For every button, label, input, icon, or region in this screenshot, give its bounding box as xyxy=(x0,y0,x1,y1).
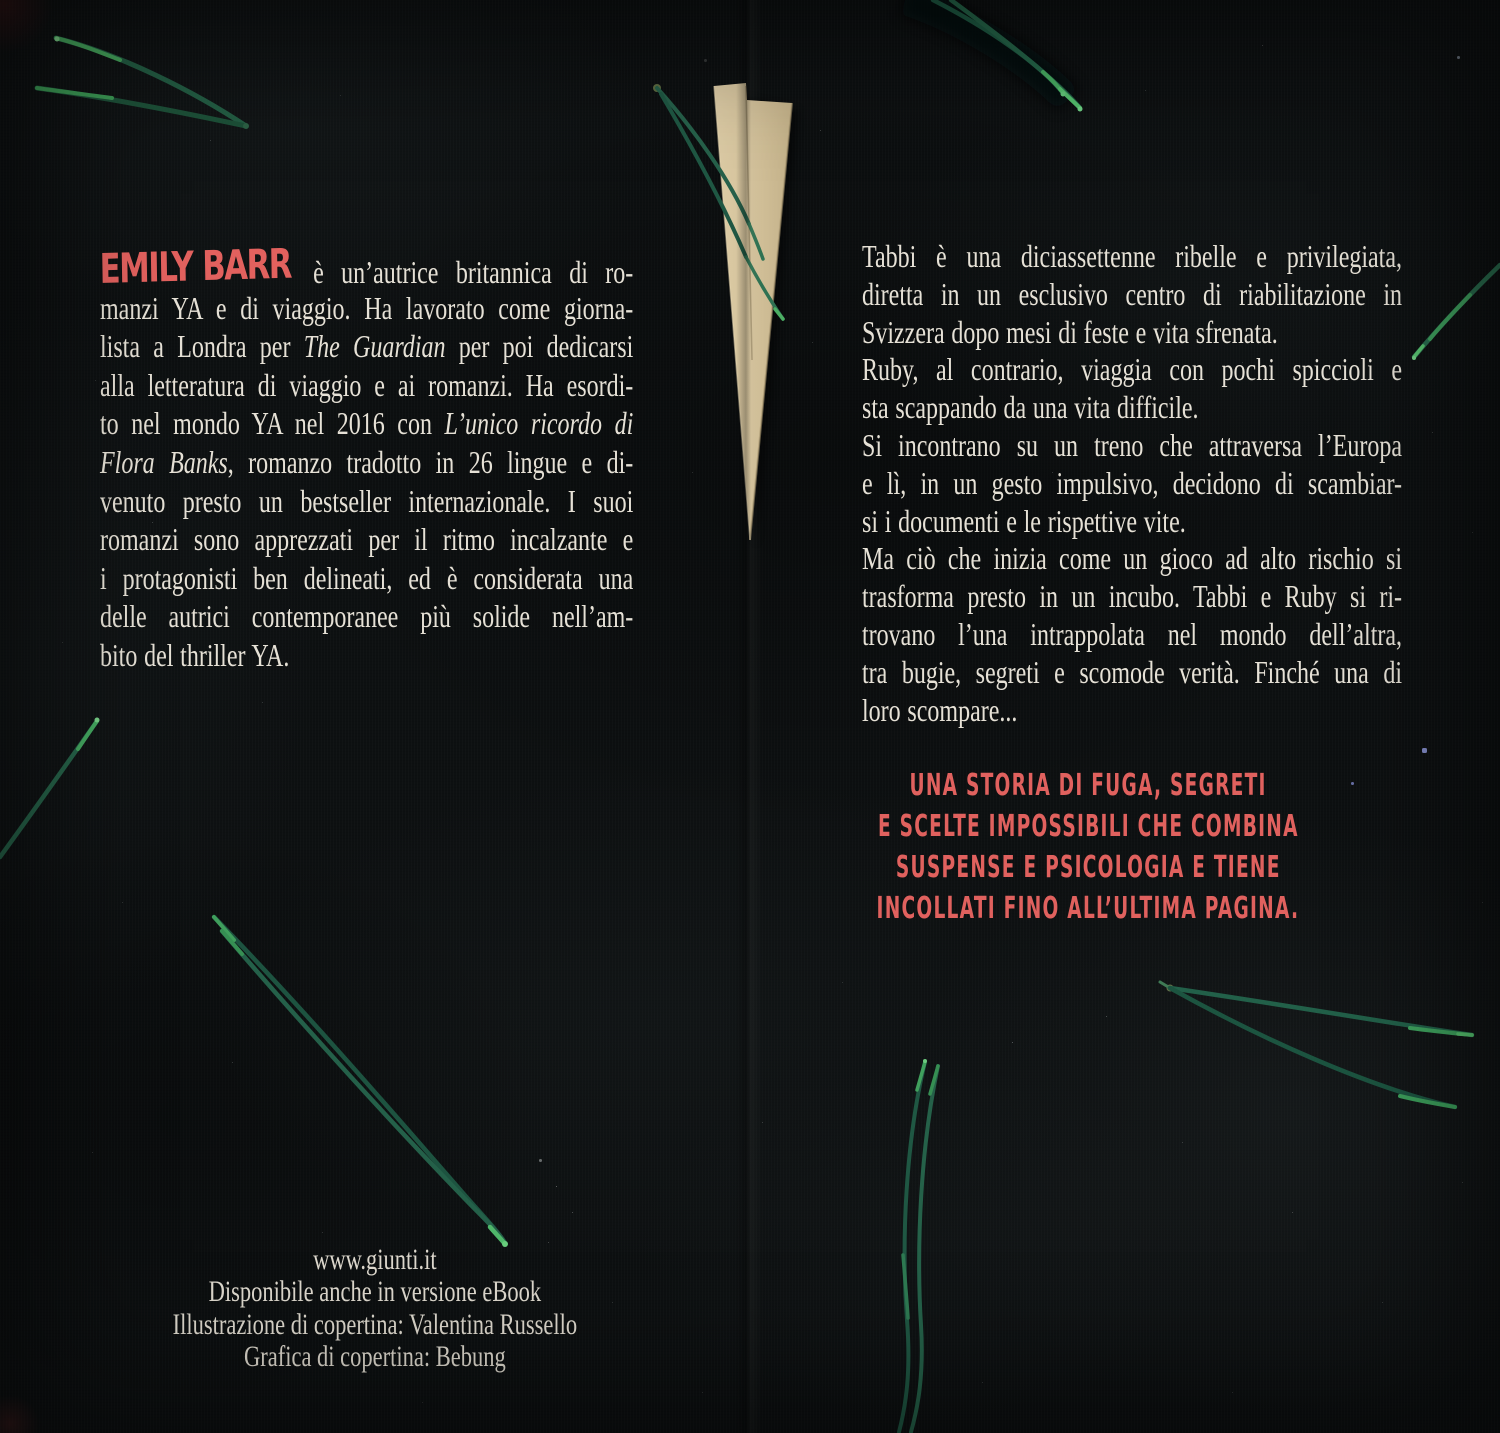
synopsis-line: si i documenti e le rispettive vite. xyxy=(862,502,1186,539)
credit-line: Illustrazione di copertina: Valentina Russello xyxy=(172,1307,578,1341)
bio-line xyxy=(100,366,633,405)
synopsis xyxy=(862,238,1402,729)
bio-text: Flora Banks xyxy=(100,443,228,480)
tagline-text: SUSPENSE E PSICOLOGIA E TIENE xyxy=(895,850,1281,885)
tagline-line xyxy=(858,847,1318,888)
credit-lines xyxy=(115,1276,635,1373)
pine-needle-pair-diagonal-left xyxy=(214,917,508,1247)
bio-text: venuto presto un bestseller internazionale. I suoi xyxy=(100,482,634,519)
pine-needle-left-edge xyxy=(0,718,100,858)
synopsis-line: diretta in un esclusivo centro di riabilitazione in xyxy=(862,275,1402,312)
tagline-text: E SCELTE IMPOSSIBILI CHE COMBINA xyxy=(877,809,1299,844)
tagline xyxy=(858,765,1318,929)
bio-line xyxy=(100,443,633,482)
bio-text: i protagonisti ben delineati, ed è considerata una xyxy=(100,559,634,596)
tagline-text: INCOLLATI FINO ALL’ULTIMA PAGINA. xyxy=(876,891,1300,926)
credit-line: Disponibile anche in versione eBook xyxy=(208,1275,542,1309)
synopsis-line: e lì, in un gesto impulsivo, decidono di scambiar- xyxy=(862,464,1402,501)
bio-text: bito del thriller YA. xyxy=(100,636,290,673)
credits-block xyxy=(115,1244,635,1374)
bio-text: L’unico ricordo di xyxy=(444,405,634,442)
synopsis-line: trovano l’una intrappolata nel mondo dell’altra, xyxy=(862,615,1402,652)
tagline-line xyxy=(858,888,1318,929)
tagline-text: UNA STORIA DI FUGA, SEGRETI xyxy=(909,768,1267,803)
bio-line xyxy=(100,636,633,675)
synopsis-line: Ruby, al contrario, viaggia con pochi spiccioli e xyxy=(862,351,1402,388)
bio-text: è un’autrice britannica di ro- xyxy=(295,254,634,290)
synopsis-line: trasforma presto in un incubo. Tabbi e Ruby si ri- xyxy=(862,578,1402,615)
synopsis-line: sta scappando da una vita difficile. xyxy=(862,389,1199,426)
tagline-line xyxy=(858,806,1318,847)
synopsis-line: loro scompare... xyxy=(862,691,1018,728)
pine-needle-pair-top-left xyxy=(37,37,249,130)
author-bio xyxy=(99,239,634,675)
spine-crease xyxy=(736,0,762,1433)
pine-needle-right-edge xyxy=(1412,265,1500,360)
bio-line xyxy=(100,482,633,521)
bio-text: manzi YA e di viaggio. Ha lavorato come giorna- xyxy=(100,289,634,326)
bio-text: romanzi sono apprezzati per il ritmo incalzante e xyxy=(100,521,634,558)
bio-text: to nel mondo YA nel 2016 con xyxy=(100,405,445,442)
credit-line: Grafica di copertina: Bebung xyxy=(243,1340,506,1374)
synopsis-line: Svizzera dopo mesi di feste e vita sfrenata. xyxy=(862,313,1278,350)
bio-line xyxy=(100,597,633,636)
bio-text: per poi dedicarsi xyxy=(445,328,634,365)
bio-text: lista a Londra per xyxy=(100,328,304,365)
synopsis-line: Si incontrano su un treno che attraversa l’Europa xyxy=(862,426,1402,463)
tagline-line xyxy=(858,765,1318,806)
bio-line xyxy=(100,327,633,366)
paint-smudge xyxy=(905,0,1068,100)
bio-text: , romanzo tradotto in 26 lingue e di- xyxy=(227,443,634,480)
bio-text: alla letteratura di viaggio e ai romanzi. Ha esordi- xyxy=(100,366,634,403)
bio-line xyxy=(100,404,633,443)
synopsis-line: tra bugie, segreti e scomode verità. Finché una di xyxy=(862,653,1402,690)
website-url: www.giunti.it xyxy=(313,1243,437,1276)
bio-text: delle autrici contemporanee più solide nell’am- xyxy=(100,598,634,635)
pine-needle-fascicle-right xyxy=(1160,982,1472,1107)
synopsis-line: Ma ciò che inizia come un gioco ad alto rischio si xyxy=(862,540,1402,577)
author-name: EMILY BARR xyxy=(99,239,292,293)
bio-line xyxy=(100,559,633,598)
bio-line xyxy=(100,289,633,328)
bio-text: The Guardian xyxy=(303,328,446,365)
pine-needle-pair-vertical-right xyxy=(899,1059,938,1432)
synopsis-line: Tabbi è una diciassettenne ribelle e privilegiata, xyxy=(862,238,1402,274)
bio-line xyxy=(99,239,634,293)
bio-line xyxy=(100,520,633,559)
